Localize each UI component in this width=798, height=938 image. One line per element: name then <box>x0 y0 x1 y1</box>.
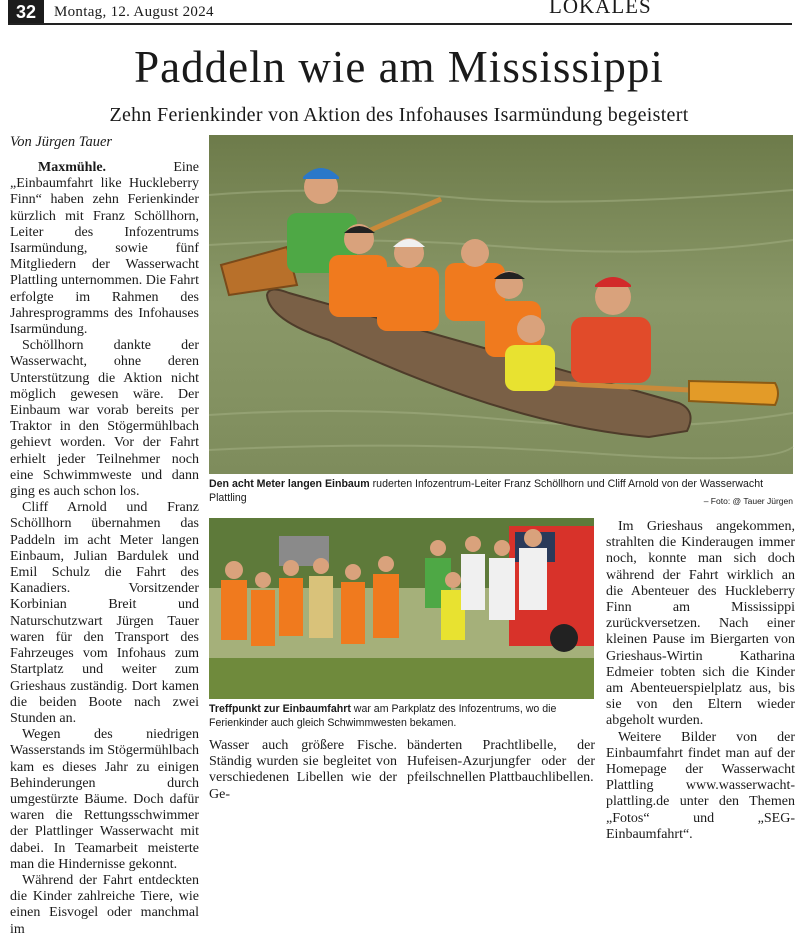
caption-lead: Den acht Meter langen Einbaum <box>209 478 370 490</box>
headline: Paddeln wie am Mississippi <box>134 42 664 92</box>
photo-caption-main <box>209 477 793 505</box>
subheadline: Zehn Ferienkinder von Aktion des Infohauses Isarmündung begeistert <box>109 104 689 126</box>
header-rule <box>8 23 792 25</box>
paragraph: Weitere Bilder von der Einbaumfahrt findet man auf der Homepage der Wasserwacht Plattling www.wasserwacht-plattling.de unter den Themen „Fotos“ und „SEG-Einbaumfahrt“. <box>606 729 795 842</box>
canoe-illustration <box>209 135 793 474</box>
article-column-4 <box>606 519 795 842</box>
article-column-1 <box>10 160 199 937</box>
lead-paragraph <box>10 160 199 338</box>
issue-date: Montag, 12. August 2024 <box>54 4 214 20</box>
paragraph: Cliff Arnold und Franz Schöllhorn übernahmen das Paddeln im acht Meter langen Einbaum, Julian Bardulek und Emil Schulz die Fahrt des Kanadiers. Vorsitzender Korbinian Breit und Naturschutzwart Jürgen Tauer waren für den Transport des Fahrzeuges vom Infohaus zum Startplatz und weiter zum Grieshaus zuständig. Dort kamen die beiden Boote nach zwei Stunden an. <box>10 500 199 726</box>
section-label: LOKALES <box>549 0 652 18</box>
photo-group <box>209 518 594 699</box>
caption-text: ruderten Infozentrum-Leiter Franz Schöllhorn und Cliff Arnold von der Wasserwacht Plattling <box>209 478 764 504</box>
photo-credit: – Foto: @ Tauer Jürgen <box>703 496 793 506</box>
paragraph: Schöllhorn dankte der Wasserwacht, ohne deren Unterstützung die Aktion nicht möglich gewesen wäre. Der Einbaum war vorab bereits per Traktor in den Stögermühlbach gehievt worden. Vor der Fahrt erhielt jeder Teilnehmer noch eine Schwimmweste und dann ging es auch schon los. <box>10 338 199 500</box>
photo-caption-group <box>209 702 597 730</box>
group-illustration <box>209 518 594 699</box>
photo-canoe <box>209 135 793 474</box>
page-number: 32 <box>8 0 44 24</box>
caption-text: war am Parkplatz des Infozentrums, wo die Ferienkinder auch gleich Schwimmwesten bekamen. <box>209 703 557 729</box>
article-column-2 <box>209 738 397 802</box>
paragraph: Wegen des niedrigen Wasserstands im Stögermühlbach kam es dieses Jahr zu einigen Behinderungen durch umgestürzte Bäume. Doch dafür waren die Rettungsschwimmer der Plattlinger Wasserwacht mit dabei. In Teamarbeit meisterte man die Hindernisse gekonnt. <box>10 727 199 872</box>
paragraph: Wasser auch größere Fische. Ständig wurden sie begleitet von verschiedenen Libellen wie der Ge- <box>209 738 397 802</box>
paragraph: Im Grieshaus angekommen, strahlten die Kinderaugen immer noch, konnte man sich doch während der Fahrt wirklich an die Abenteuer des Huckleberry Finn am Mississippi zurückversetzen. Nach einer kleinen Pause im Biergarten von Grieshaus-Wirtin Katharina Edmeier tobten sich die Kinder am Abenteuerspielplatz aus, bis sie von den Eltern wieder abgeholt wurden. <box>606 519 795 729</box>
article-column-3 <box>407 738 595 791</box>
caption-lead: Treffpunkt zur Einbaumfahrt <box>209 703 351 715</box>
byline: Von Jürgen Tauer <box>10 134 113 150</box>
paragraph: bänderten Prachtlibelle, der Hufeisen-Azurjungfer oder der pfeilschnellen Plattbauchlibellen. <box>407 738 595 786</box>
paragraph: Während der Fahrt entdeckten die Kinder zahlreiche Tiere, wie einen Eisvogel oder manchmal im <box>10 872 199 937</box>
dateline: Maxmühle. <box>38 160 107 175</box>
lead-text: Eine „Einbaumfahrt like Huckleberry Finn“ haben zehn Ferienkinder kürzlich mit Franz Schöllhorn, Leiter des Infozentrums Isarmündung, sowie fünf Mitgliedern der Wasserwacht Plattling unternommen. Die Fahrt erfolgte im Rahmen des Jahresprogramms des Infohauses Isarmündung. <box>10 160 199 338</box>
